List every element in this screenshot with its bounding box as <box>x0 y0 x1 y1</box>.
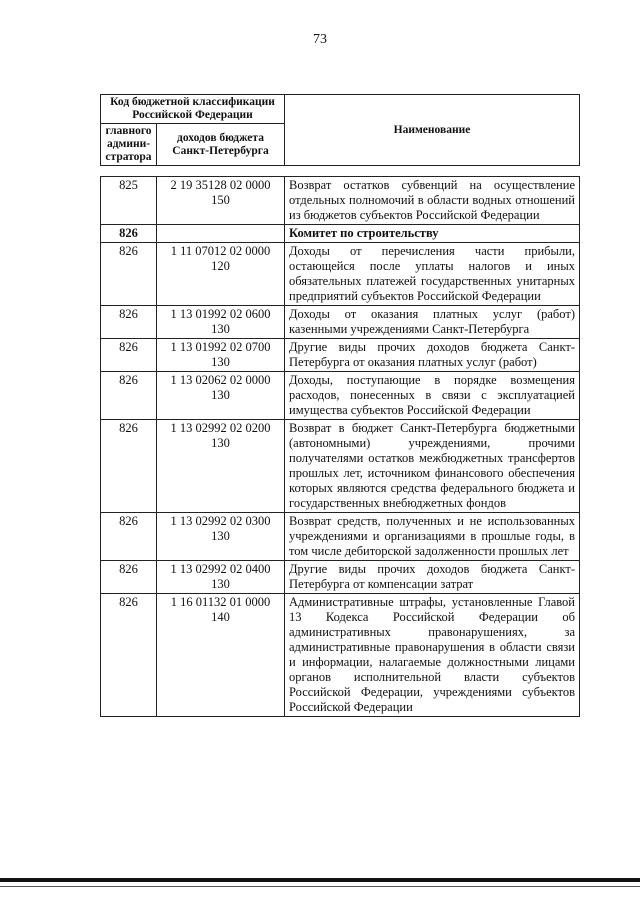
admin-column-header: главного админи-стратора <box>101 124 157 166</box>
admin-code-cell: 826 <box>101 420 157 513</box>
revenue-table <box>100 176 580 717</box>
table-row <box>101 306 580 339</box>
admin-code-cell: 826 <box>101 243 157 306</box>
admin-code-cell: 826 <box>101 339 157 372</box>
classification-code-header: Код бюджетной классификации Российской Федерации <box>101 95 285 124</box>
revenue-name-cell: Административные штрафы, установленные Главой 13 Кодекса Российской Федерации об административных правонарушениях, за административные правонарушения в области связи и информации, налагаемые должностными лицами органов исполнительной власти субъектов Российской Федерации, учреждениями субъектов Российской Федерации <box>285 594 580 717</box>
table-row-section <box>101 225 580 243</box>
table-row <box>101 372 580 420</box>
admin-code-cell: 826 <box>101 513 157 561</box>
revenue-name-cell: Возврат остатков субвенций на осуществление отдельных полномочий в области водных отношений из бюджетов субъектов Российской Федерации <box>285 177 580 225</box>
admin-code-cell: 825 <box>101 177 157 225</box>
table-row <box>101 420 580 513</box>
revenue-code-cell: 1 16 01132 01 0000 140 <box>157 594 285 717</box>
table-row <box>101 177 580 225</box>
revenue-name-cell: Другие виды прочих доходов бюджета Санкт-Петербурга от оказания платных услуг (работ) <box>285 339 580 372</box>
revenue-code-cell: 1 13 02992 02 0200 130 <box>157 420 285 513</box>
revenue-name-cell: Возврат в бюджет Санкт-Петербурга бюджетными (автономными) учреждениями, прочими получателями остатков межбюджетных трансфертов прошлых лет, источником финансового обеспечения которых являются средства федерального бюджета и государственных внебюджетных фондов <box>285 420 580 513</box>
revenue-code-cell: 1 13 01992 02 0700 130 <box>157 339 285 372</box>
admin-code-cell: 826 <box>101 225 157 243</box>
revenue-code-cell: 1 13 02992 02 0400 130 <box>157 561 285 594</box>
footer-rule-thin <box>0 886 640 887</box>
revenue-code-cell: 1 13 01992 02 0600 130 <box>157 306 285 339</box>
admin-code-cell: 826 <box>101 594 157 717</box>
admin-code-cell: 826 <box>101 561 157 594</box>
revenue-code-cell: 2 19 35128 02 0000 150 <box>157 177 285 225</box>
revenue-name-cell: Доходы от оказания платных услуг (работ) казенными учреждениями Санкт-Петербурга <box>285 306 580 339</box>
table-row <box>101 513 580 561</box>
revenue-code-cell: 1 13 02062 02 0000 130 <box>157 372 285 420</box>
table-row <box>101 339 580 372</box>
table-row <box>101 243 580 306</box>
table-row <box>101 561 580 594</box>
revenue-name-cell: Доходы от перечисления части прибыли, остающейся после уплаты налогов и иных обязательных платежей государственных унитарных предприятий субъектов Российской Федерации <box>285 243 580 306</box>
revenue-code-cell: 1 11 07012 02 0000 120 <box>157 243 285 306</box>
page-number: 73 <box>313 32 327 47</box>
revenue-code-cell: 1 13 02992 02 0300 130 <box>157 513 285 561</box>
table-header <box>100 94 580 166</box>
footer-rule <box>0 878 640 882</box>
section-title-cell: Комитет по строительству <box>285 225 580 243</box>
revenue-code-cell <box>157 225 285 243</box>
revenue-name-cell: Другие виды прочих доходов бюджета Санкт-Петербурга от компенсации затрат <box>285 561 580 594</box>
name-column-header: Наименование <box>285 95 580 166</box>
table-row <box>101 594 580 717</box>
code-column-header: доходов бюджета Санкт-Петербурга <box>157 124 285 166</box>
revenue-name-cell: Доходы, поступающие в порядке возмещения расходов, понесенных в связи с эксплуатацией имущества субъектов Российской Федерации <box>285 372 580 420</box>
revenue-name-cell: Возврат средств, полученных и не использованных учреждениями и организациями в прошлые годы, в том числе дебиторской задолженности прошлых лет <box>285 513 580 561</box>
admin-code-cell: 826 <box>101 306 157 339</box>
admin-code-cell: 826 <box>101 372 157 420</box>
